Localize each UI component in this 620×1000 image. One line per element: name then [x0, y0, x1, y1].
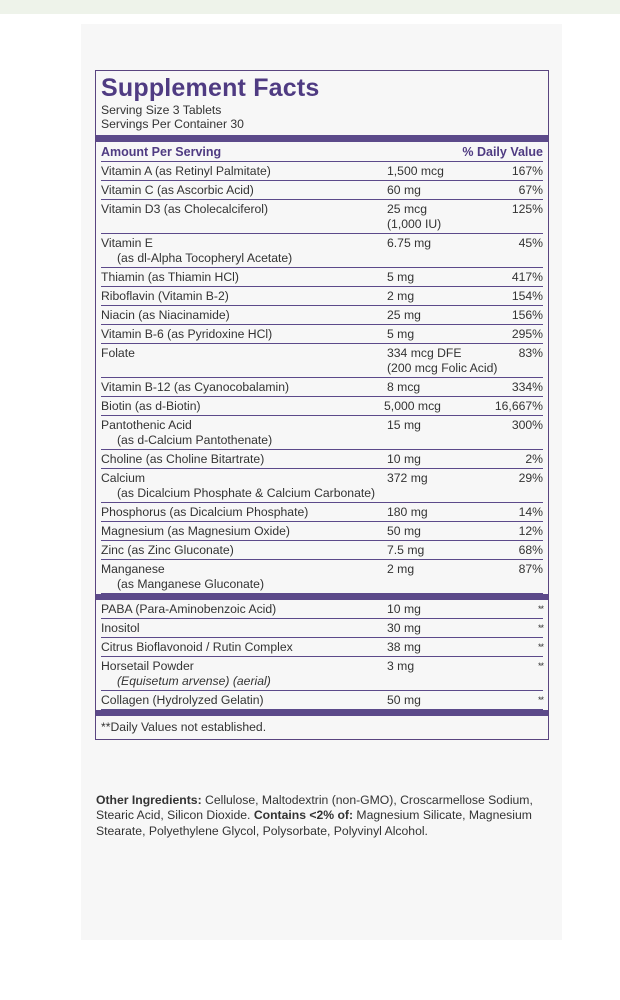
nutrient-source: (as Manganese Gluconate) [117, 577, 265, 591]
daily-value: 45% [518, 236, 543, 250]
nutrient-name [101, 289, 387, 304]
nutrient-row [101, 600, 543, 619]
nutrient-name-text: Horsetail Powder [101, 659, 194, 673]
daily-value: 154% [511, 289, 543, 303]
top-strip [0, 0, 620, 14]
nutrient-amount [387, 562, 499, 592]
nutrient-amount [387, 270, 499, 285]
nutrient-amount [387, 327, 499, 342]
nutrient-amount [387, 505, 499, 520]
nutrient-name [101, 524, 387, 539]
amount-text: 50 mg [387, 524, 421, 538]
nutrient-name [101, 346, 387, 376]
amount-text: 15 mg [387, 418, 421, 432]
table-header [101, 142, 543, 162]
amount-text: 50 mg [387, 693, 421, 707]
nutrient-row [101, 200, 543, 234]
nutrient-name [101, 327, 387, 342]
nutrient-row [101, 619, 543, 638]
nutrient-amount [387, 524, 499, 539]
nutrient-name [101, 471, 387, 501]
facts-title: Supplement Facts [101, 74, 320, 102]
nutrient-name-text: Inositol [101, 621, 140, 635]
amount-text: 10 mg [387, 452, 421, 466]
daily-value: 417% [511, 270, 543, 284]
nutrient-row [101, 268, 543, 287]
daily-value: 87% [518, 562, 543, 576]
other-ingredients [96, 793, 536, 839]
nutrient-row [101, 638, 543, 657]
vitamin-rows [101, 162, 543, 594]
nutrient-name-text: Calcium [101, 471, 146, 485]
nutrient-amount [387, 289, 499, 304]
nutrient-name [101, 621, 387, 636]
amount-text: 3 mg [387, 659, 415, 673]
daily-value: 295% [511, 327, 543, 341]
daily-value: 67% [518, 183, 543, 197]
daily-value: 2% [525, 452, 543, 466]
amount-text: 60 mg [387, 183, 421, 197]
daily-value: 14% [518, 505, 543, 519]
daily-value-header: % Daily Value [462, 145, 543, 159]
nutrient-name [101, 183, 387, 198]
nutrient-name [101, 562, 387, 592]
contains-label: Contains <2% of: [253, 808, 354, 823]
daily-value: 156% [511, 308, 543, 322]
nutrient-name-text: Riboflavin (Vitamin B-2) [101, 289, 229, 303]
nutrient-row [101, 181, 543, 200]
amount-text: 25 mcg [387, 202, 427, 216]
daily-value: ** [537, 604, 543, 614]
amount-per-serving-header: Amount Per Serving [101, 145, 222, 159]
nutrient-amount [387, 418, 499, 448]
nutrient-name-text: Vitamin B-12 (as Cyanocobalamin) [101, 380, 290, 394]
nutrient-amount [387, 693, 499, 708]
daily-value: ** [537, 661, 543, 671]
nutrient-name-text: Zinc (as Zinc Gluconate) [101, 543, 234, 557]
nutrient-row [101, 416, 543, 450]
nutrient-name [101, 418, 387, 448]
nutrient-name-text: Collagen (Hydrolyzed Gelatin) [101, 693, 264, 707]
daily-value: 16,667% [494, 399, 543, 413]
contains-text: Magnesium Silicate, Magnesium Stearate, Polyethylene Glycol, Polysorbate, Polyvinyl Alcohol. [96, 808, 532, 838]
amount-text: 372 mg [387, 471, 428, 485]
nutrient-amount [387, 452, 499, 467]
nutrient-source: (as Dicalcium Phosphate & Calcium Carbonate) [117, 486, 376, 500]
daily-value: 83% [518, 346, 543, 360]
daily-value: 334% [511, 380, 543, 394]
nutrient-name-text: PABA (Para-Aminobenzoic Acid) [101, 602, 277, 616]
thick-divider [96, 135, 548, 142]
nutrient-row [101, 344, 543, 378]
nutrient-name [101, 659, 387, 689]
nutrient-name-text: Thiamin (as Thiamin HCl) [101, 270, 239, 284]
nutrient-name-text: Pantothenic Acid [101, 418, 192, 432]
nutrient-name [101, 164, 387, 179]
nutrient-name [101, 452, 387, 467]
nutrient-name [101, 308, 387, 323]
nutrient-name [101, 202, 387, 232]
amount-text: 30 mg [387, 621, 421, 635]
nutrient-amount [387, 621, 499, 636]
nutrient-name-text: Biotin (as d-Biotin) [101, 399, 201, 413]
amount-text: 5 mg [387, 327, 415, 341]
nutrient-name-text: Magnesium (as Magnesium Oxide) [101, 524, 290, 538]
nutrient-amount [387, 308, 499, 323]
amount-text: 5 mg [387, 270, 415, 284]
nutrient-amount [387, 202, 499, 232]
daily-value: ** [537, 695, 543, 705]
nutrient-name [101, 270, 387, 285]
amount-text: 10 mg [387, 602, 421, 616]
nutrient-name-text: Manganese [101, 562, 165, 576]
nutrient-name-text: Choline (as Choline Bitartrate) [101, 452, 265, 466]
amount-text: 8 mcg [387, 380, 421, 394]
nutrient-name [101, 236, 387, 266]
nutrient-row [101, 287, 543, 306]
nutrient-row [101, 234, 543, 268]
nutrient-amount [387, 640, 499, 655]
nutrient-row [101, 541, 543, 560]
nutrient-amount [387, 164, 499, 179]
daily-value: 12% [518, 524, 543, 538]
amount-text: 2 mg [387, 289, 415, 303]
footnote: **Daily Values not established. [101, 720, 267, 734]
amount-text: 334 mcg DFE [387, 346, 462, 360]
nutrient-row [101, 306, 543, 325]
nutrient-row [101, 560, 543, 594]
amount-text: 38 mg [387, 640, 421, 654]
nutrient-name-text: Folate [101, 346, 135, 360]
serving-size: Serving Size 3 Tablets [101, 103, 222, 117]
other-ingredients-text: Cellulose, Maltodextrin (non-GMO), Croscarmellose Sodium, Stearic Acid, Silicon Dioxide. [96, 793, 533, 823]
daily-value: 125% [511, 202, 543, 216]
nutrient-name-text: Vitamin B-6 (as Pyridoxine HCl) [101, 327, 273, 341]
nutrient-name [101, 380, 387, 395]
amount-text: 25 mg [387, 308, 421, 322]
amount-text: 6.75 mg [387, 236, 432, 250]
nutrient-row [101, 378, 543, 397]
daily-value: ** [537, 623, 543, 633]
nutrient-source: (Equisetum arvense) (aerial) [117, 674, 271, 688]
amount-secondary: (200 mcg Folic Acid) [387, 361, 498, 375]
nutrient-source: (as d-Calcium Pantothenate) [117, 433, 273, 447]
nutrient-name-text: Vitamin D3 (as Cholecalciferol) [101, 202, 269, 216]
amount-text: 5,000 mcg [384, 399, 441, 413]
nutrient-source: (as dl-Alpha Tocopheryl Acetate) [117, 251, 293, 265]
supplement-facts-box [95, 70, 549, 740]
nutrient-amount [387, 543, 499, 558]
daily-value: 167% [511, 164, 543, 178]
nutrient-row [101, 469, 543, 503]
other-rows [101, 600, 543, 710]
nutrient-name [101, 693, 387, 708]
daily-value: 68% [518, 543, 543, 557]
nutrient-name-text: Citrus Bioflavonoid / Rutin Complex [101, 640, 293, 654]
nutrient-name-text: Vitamin A (as Retinyl Palmitate) [101, 164, 271, 178]
nutrient-amount [387, 659, 499, 689]
daily-value: 300% [511, 418, 543, 432]
other-ingredients-label: Other Ingredients: [96, 793, 202, 807]
nutrient-amount [387, 183, 499, 198]
nutrient-amount [387, 380, 499, 395]
nutrient-row [101, 450, 543, 469]
amount-secondary: (1,000 IU) [387, 217, 442, 231]
nutrient-name-text: Vitamin E [101, 236, 153, 250]
nutrient-name [101, 543, 387, 558]
nutrient-row [101, 325, 543, 344]
nutrient-row [101, 397, 543, 416]
nutrient-name-text: Phosphorus (as Dicalcium Phosphate) [101, 505, 309, 519]
nutrient-amount [387, 602, 499, 617]
nutrient-amount [387, 471, 499, 501]
nutrient-row [101, 503, 543, 522]
daily-value: 29% [518, 471, 543, 485]
amount-text: 180 mg [387, 505, 428, 519]
nutrient-name-text: Vitamin C (as Ascorbic Acid) [101, 183, 254, 197]
servings-per-container: Servings Per Container 30 [101, 117, 244, 131]
amount-text: 1,500 mcg [387, 164, 444, 178]
nutrient-amount [387, 236, 499, 266]
nutrient-name [101, 399, 384, 414]
nutrient-name [101, 602, 387, 617]
daily-value: ** [537, 642, 543, 652]
nutrient-amount [384, 399, 495, 414]
nutrient-row [101, 162, 543, 181]
nutrient-name [101, 505, 387, 520]
amount-text: 2 mg [387, 562, 415, 576]
nutrient-row [101, 691, 543, 710]
nutrient-row [101, 657, 543, 691]
nutrient-name-text: Niacin (as Niacinamide) [101, 308, 230, 322]
nutrient-row [101, 522, 543, 541]
nutrient-amount [387, 346, 499, 376]
nutrient-name [101, 640, 387, 655]
amount-text: 7.5 mg [387, 543, 425, 557]
